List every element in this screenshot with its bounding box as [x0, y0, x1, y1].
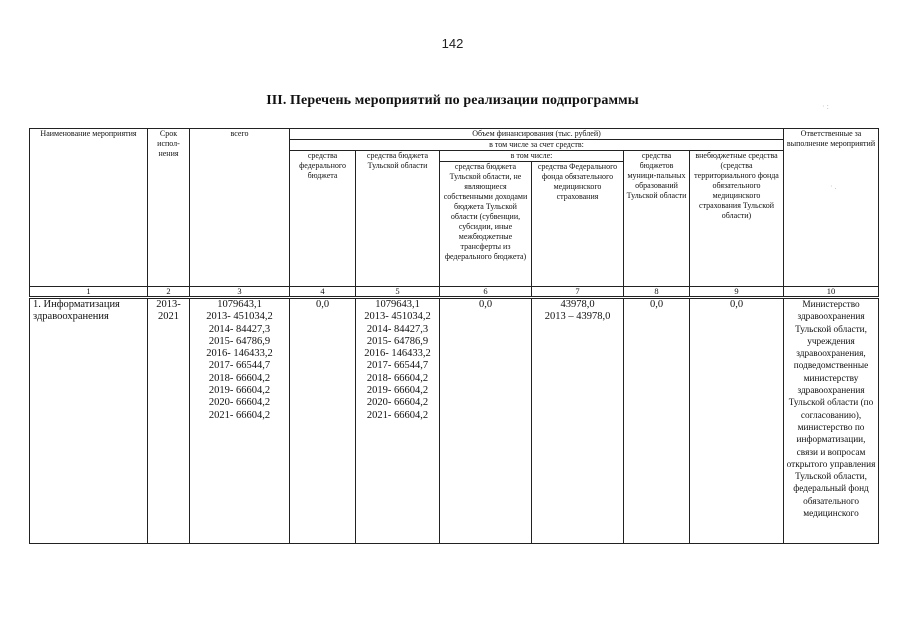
measures-table [29, 128, 879, 544]
amount-line: 2016- 146433,2 [206, 348, 273, 360]
header-federal: средства федерального бюджета [290, 151, 356, 287]
amount-line: 2013- 451034,2 [206, 311, 273, 323]
amount-line: 2020- 66604,2 [366, 397, 429, 409]
header-including: в том числе: [440, 151, 624, 162]
amount-line: 2018- 66604,2 [208, 372, 271, 384]
column-number: 2 [148, 287, 190, 298]
amount-line: 2016- 146433,2 [364, 348, 431, 360]
table-row [30, 298, 879, 544]
header-including-sources: в том числе за счет средств: [290, 140, 784, 151]
amount-line: 2013 – 43978,0 [544, 311, 611, 323]
amount-line: 1079643,1 [217, 299, 262, 310]
column-number: 5 [356, 287, 440, 298]
header-regional: средства бюджета Тульской области [356, 151, 440, 287]
amount-line: 2014- 84427,3 [366, 323, 429, 335]
amount-line: 2017- 66544,7 [208, 360, 271, 372]
amount-line: 2021- 66604,2 [366, 409, 429, 421]
amount-line: 2013- 451034,2 [364, 311, 431, 323]
header-municipal: средства бюджетов муници-пальных образований Тульской области [624, 151, 690, 287]
header-regional-other: средства бюджета Тульской области, не являющиеся собственными доходами бюджета Тульской области (субвенции, субсидии, иные межбюджетные трансферты из федерального бюджета) [440, 162, 532, 287]
cell-regional [356, 298, 440, 544]
amount-line: 2021- 66604,2 [208, 409, 271, 421]
amount-line: 43978,0 [560, 299, 595, 310]
amount-line: 2020- 66604,2 [208, 397, 271, 409]
cell-federal: 0,0 [290, 298, 356, 544]
column-number: 8 [624, 287, 690, 298]
cell-foms [532, 298, 624, 544]
amount-line: 2018- 66604,2 [366, 372, 429, 384]
cell-municipal: 0,0 [624, 298, 690, 544]
column-number: 9 [690, 287, 784, 298]
column-number: 10 [784, 287, 879, 298]
column-number: 4 [290, 287, 356, 298]
total-lines [192, 299, 287, 422]
amount-line: 2015- 64786,9 [366, 335, 429, 347]
header-foms: средства Федерального фонда обязательного медицинского страхования [532, 162, 624, 287]
amount-line: 2014- 84427,3 [208, 323, 271, 335]
header-financing: Объем финансирования (тыс. рублей) [290, 129, 784, 140]
cell-regional-other: 0,0 [440, 298, 532, 544]
header-term: Срок испол-нения [148, 129, 190, 287]
header-total: всего [190, 129, 290, 287]
page-title: III. Перечень мероприятий по реализации подпрограммы [266, 93, 639, 108]
amount-line: 1079643,1 [375, 299, 420, 310]
header-name: Наименование мероприятия [30, 129, 148, 287]
amount-line: 2019- 66604,2 [208, 385, 271, 397]
cell-extrabudget: 0,0 [690, 298, 784, 544]
amount-line: 2017- 66544,7 [366, 360, 429, 372]
cell-responsible: Министерство здравоохранения Тульской области, учреждения здравоохранения, подведомственные министерству здравоохранения Тульской области (по согласованию), министерство по информатизации, связи и вопросам открытого управления Тульской области, федеральный фонд обязательного медицинского [784, 298, 879, 544]
column-number: 1 [30, 287, 148, 298]
scan-noise: · : [822, 102, 829, 111]
column-number: 3 [190, 287, 290, 298]
scan-noise: · . [830, 182, 837, 191]
column-number: 7 [532, 287, 624, 298]
column-number: 6 [440, 287, 532, 298]
header-responsible: Ответственные за выполнение мероприятий [784, 129, 879, 287]
cell-name: 1. Информатизация здравоохранения [30, 298, 148, 544]
regional-lines [358, 299, 437, 422]
header-extrabudget: внебюджетные средства (средства территориального фонда обязательного медицинского страхования Тульской области) [690, 151, 784, 287]
cell-total [190, 298, 290, 544]
amount-line: 2019- 66604,2 [366, 385, 429, 397]
amount-line: 2015- 64786,9 [208, 335, 271, 347]
foms-lines [534, 299, 621, 324]
cell-term: 2013-2021 [148, 298, 190, 544]
page-number: 142 [441, 36, 464, 51]
